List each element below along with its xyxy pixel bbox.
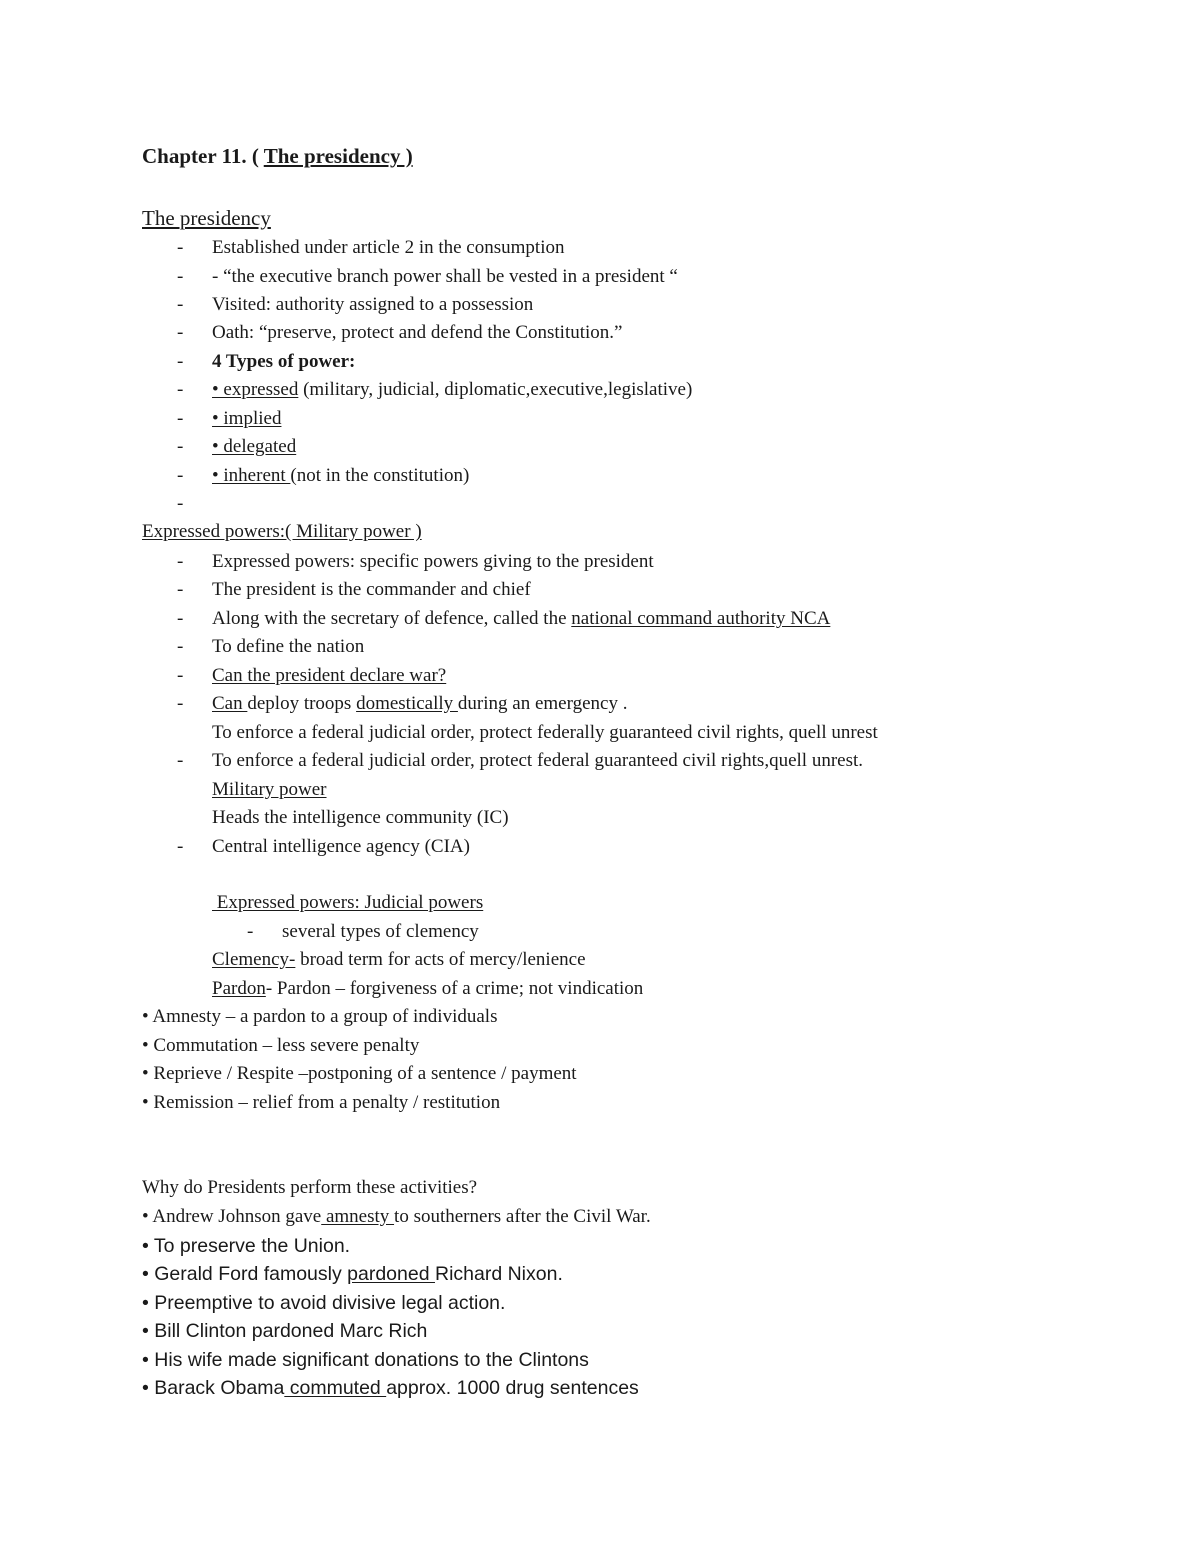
section-heading-military: Expressed powers:( Military power ) xyxy=(142,521,422,542)
term-pardoned: pardoned xyxy=(347,1263,435,1285)
bullet-dash: - xyxy=(177,493,184,514)
definition-text: broad term for acts of mercy/lenience xyxy=(295,949,586,970)
title-underlined: The presidency ) xyxy=(263,144,413,168)
term-commuted: commuted xyxy=(284,1377,387,1399)
list-item: • Reprieve / Respite –postponing of a sentence / payment xyxy=(142,1063,577,1084)
list-item-text: Central intelligence agency (CIA) xyxy=(212,836,470,857)
title-prefix: Chapter 11. ( xyxy=(142,144,264,168)
list-item: • Commutation – less severe penalty xyxy=(142,1035,420,1056)
term-inherent: • inherent xyxy=(212,465,291,486)
text-segment: • Barack Obama xyxy=(142,1377,285,1399)
list-item-text: To define the nation xyxy=(212,636,365,657)
list-item-text: Oath: “preserve, protect and defend the Constitution.” xyxy=(212,322,623,343)
bullet-dash: - xyxy=(177,379,184,400)
list-item: • Remission – relief from a penalty / restitution xyxy=(142,1092,501,1113)
bullet-dash: - xyxy=(177,665,184,686)
bullet-dash: - xyxy=(177,693,184,714)
text-segment: approx. 1000 drug sentences xyxy=(386,1377,639,1399)
list-item xyxy=(142,1377,639,1399)
list-item-text: 4 Types of power: xyxy=(212,351,356,372)
list-item-text: Expressed powers: specific powers giving to the president xyxy=(212,551,654,572)
text-segment: Along with the secretary of defence, called the xyxy=(212,608,572,629)
page-title xyxy=(142,145,413,167)
text-segment: to southerners after the Civil War. xyxy=(394,1206,651,1227)
definition-pardon xyxy=(212,978,643,1000)
list-item-text xyxy=(212,693,627,715)
question-declare-war: Can the president declare war? xyxy=(212,665,447,686)
bullet-dash: - xyxy=(177,551,184,572)
list-item-text: - “the executive branch power shall be vested in a president “ xyxy=(212,266,678,287)
list-item xyxy=(142,1263,563,1285)
list-item: • Amnesty – a pardon to a group of individuals xyxy=(142,1006,498,1027)
text-segment: • Andrew Johnson gave xyxy=(142,1206,322,1227)
term-expressed: • expressed xyxy=(212,379,299,400)
list-item: • Bill Clinton pardoned Marc Rich xyxy=(142,1320,428,1342)
list-item-text: several types of clemency xyxy=(282,921,479,942)
term-can: Can xyxy=(212,693,248,714)
list-item-text: Visited: authority assigned to a possession xyxy=(212,294,534,315)
section-heading-why: Why do Presidents perform these activities? xyxy=(142,1177,478,1198)
term-amnesty: amnesty xyxy=(321,1206,395,1227)
bullet-dash: - xyxy=(177,322,184,343)
bullet-dash: - xyxy=(177,579,184,600)
list-item-text xyxy=(212,379,692,401)
bullet-dash: - xyxy=(177,294,184,315)
bullet-dash: - xyxy=(177,465,184,486)
list-item-text: The president is the commander and chief xyxy=(212,579,531,600)
definition-text: - Pardon – forgiveness of a crime; not vindication xyxy=(265,978,644,999)
term-implied: • implied xyxy=(212,408,282,429)
continuation-text: To enforce a federal judicial order, protect federally guaranteed civil rights, quell unrest xyxy=(212,722,878,743)
bullet-dash: - xyxy=(177,636,184,657)
bullet-dash: - xyxy=(177,750,184,771)
section-heading-presidency: The presidency xyxy=(142,206,271,230)
bullet-dash: - xyxy=(177,408,184,429)
text-segment: during an emergency . xyxy=(457,693,628,714)
term-expressed-detail: (military, judicial, diplomatic,executive,legislative) xyxy=(298,379,693,400)
text-segment: Richard Nixon. xyxy=(434,1263,563,1285)
text-segment: deploy troops xyxy=(247,693,357,714)
list-item-text xyxy=(212,608,830,630)
term-nca: national command authority NCA xyxy=(571,608,831,629)
bullet-dash: - xyxy=(247,921,254,942)
term-clemency: Clemency- xyxy=(212,949,296,970)
continuation-text: Heads the intelligence community (IC) xyxy=(212,807,509,828)
list-item xyxy=(142,1206,651,1228)
bullet-dash: - xyxy=(177,436,184,457)
bullet-dash: - xyxy=(177,351,184,372)
list-item-text: Established under article 2 in the consumption xyxy=(212,237,565,258)
section-heading-judicial: Expressed powers: Judicial powers xyxy=(212,892,484,913)
list-item: • Preemptive to avoid divisive legal action. xyxy=(142,1292,506,1314)
term-inherent-detail: (not in the constitution) xyxy=(290,465,470,486)
list-item: • His wife made significant donations to the Clintons xyxy=(142,1349,589,1371)
list-item-text: To enforce a federal judicial order, protect federal guaranteed civil rights,quell unrest. xyxy=(212,750,864,771)
term-domestically: domestically xyxy=(356,693,458,714)
list-item: • To preserve the Union. xyxy=(142,1235,351,1257)
text-segment: • Gerald Ford famously xyxy=(142,1263,348,1285)
bullet-dash: - xyxy=(177,836,184,857)
definition-clemency xyxy=(212,949,586,971)
subheading-military-power: Military power xyxy=(212,779,327,800)
term-delegated: • delegated xyxy=(212,436,297,457)
bullet-dash: - xyxy=(177,237,184,258)
bullet-dash: - xyxy=(177,608,184,629)
term-pardon: Pardon xyxy=(212,978,266,999)
bullet-dash: - xyxy=(177,266,184,287)
list-item-text xyxy=(212,465,469,487)
